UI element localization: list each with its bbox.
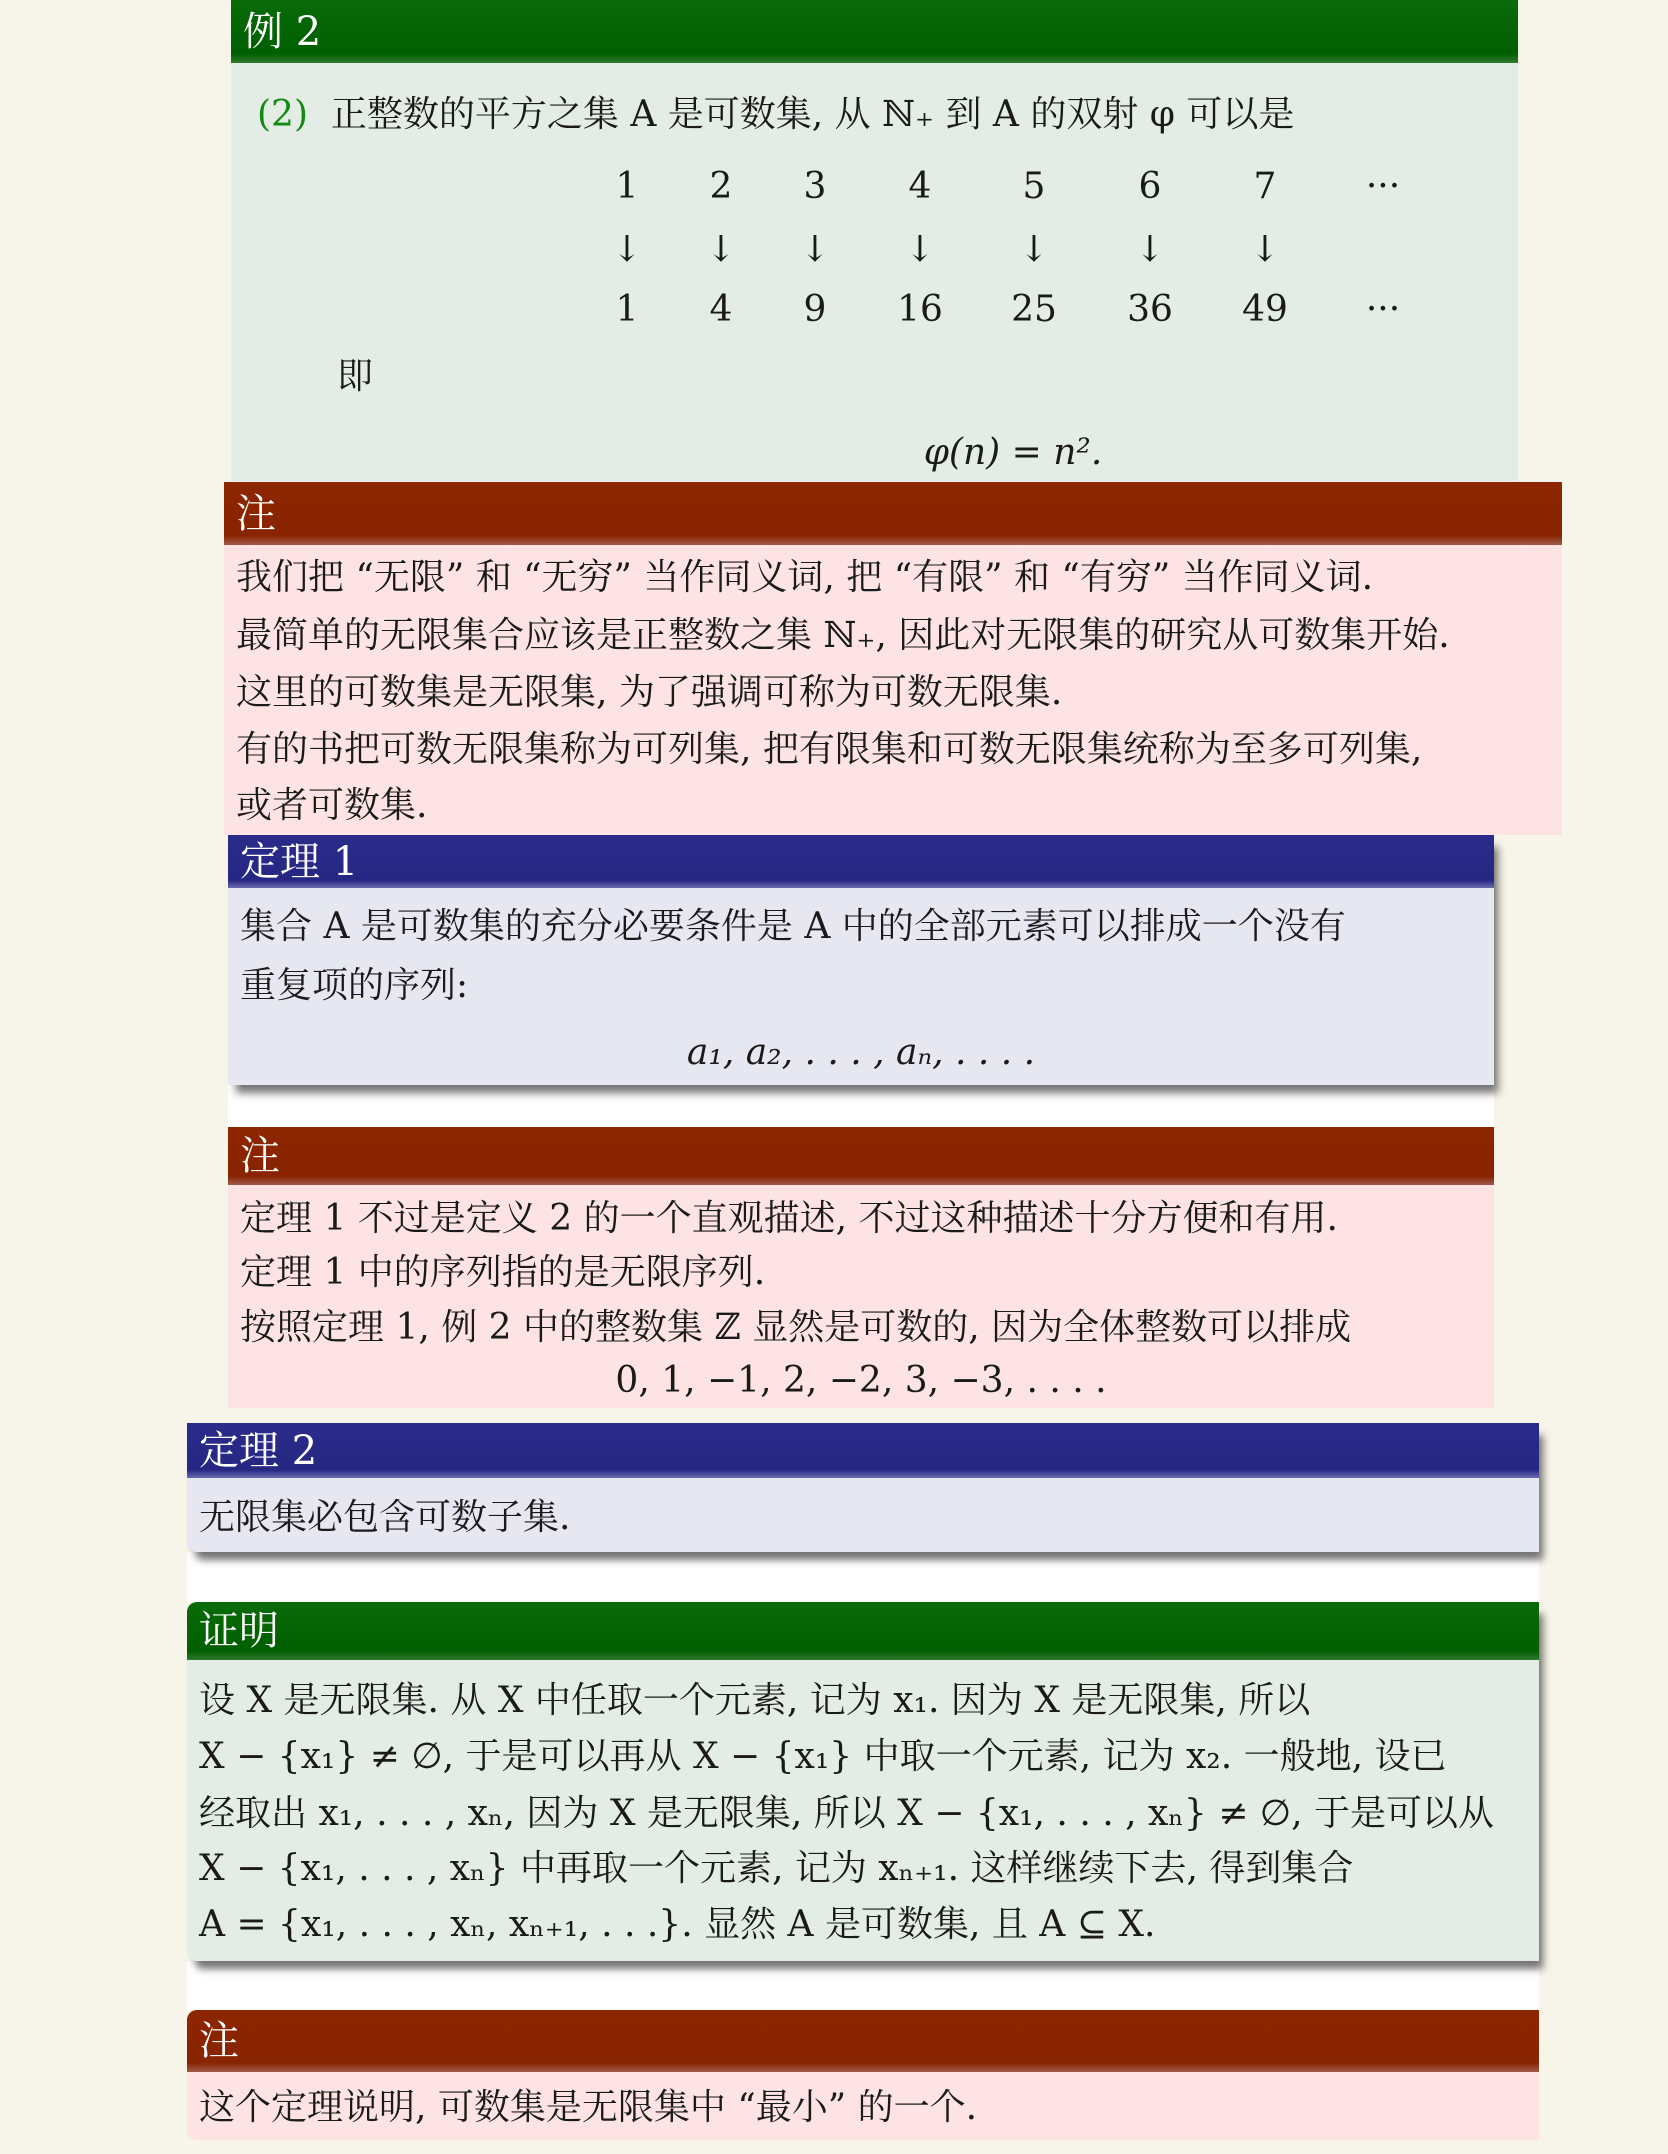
note-body [187,2072,1539,2140]
arrow-down-icon: ↓ [799,229,831,270]
note-header [228,1127,1494,1185]
note-title: 注 [240,1133,280,1179]
formula: φ(n) = n². [923,432,1103,473]
arrow-down-icon: ↓ [611,229,643,270]
proof-body [187,1660,1539,1961]
example-body [231,63,1518,481]
connector-text: 即 [337,356,374,397]
proof-line: X − {x₁} ≠ ∅, 于是可以再从 X − {x₁} 中取一个元素, 记为 x₂. 一般地, 设已 [199,1736,1447,1777]
top-cell: ··· [1365,166,1401,207]
note-header [187,2010,1539,2072]
theorem-title: 定理 2 [199,1427,318,1474]
note-header [224,482,1562,545]
arrow-down-icon: ↓ [705,229,737,270]
example-title: 例 2 [243,8,322,55]
theorem-body [228,888,1494,1085]
arrow-down-icon: ↓ [1018,229,1050,270]
proof-line: A = {x₁, . . . , xₙ, xₙ₊₁, . . .}. 显然 A 是可数集, 且 A ⊆ X. [199,1904,1156,1945]
bottom-cell: 1 [615,289,639,330]
top-cell: 1 [615,166,639,207]
top-cell: 4 [908,166,932,207]
note-line: 最简单的无限集合应该是正整数之集 ℕ₊, 因此对无限集的研究从可数集开始. [236,615,1450,656]
proof-line: 经取出 x₁, . . . , xₙ, 因为 X 是无限集, 所以 X − {x₁, . . . , xₙ} ≠ ∅, 于是可以从 [199,1793,1495,1834]
arrow-down-icon: ↓ [1134,229,1166,270]
note-line: 定理 1 不过是定义 2 的一个直观描述, 不过这种描述十分方便和有用. [240,1198,1338,1239]
bottom-cell: ··· [1365,289,1401,330]
proof-box [187,1602,1539,1961]
theorem-header [187,1423,1539,1478]
note-line: 这个定理说明, 可数集是无限集中 “最小” 的一个. [199,2087,978,2128]
note-line: 我们把 “无限” 和 “无穷” 当作同义词, 把 “有限” 和 “有穷” 当作同义词. [236,557,1374,598]
top-cell: 3 [803,166,827,207]
arrow-down-icon: ↓ [1249,229,1281,270]
note-line: 定理 1 中的序列指的是无限序列. [240,1252,766,1293]
top-cell: 2 [709,166,733,207]
bottom-cell: 25 [1011,289,1057,330]
page-gap-1 [228,1085,1494,1127]
top-cell: 6 [1138,166,1162,207]
bottom-cell: 36 [1127,289,1173,330]
note-line: 或者可数集. [236,785,428,826]
statement-text: 正整数的平方之集 A 是可数集, 从 ℕ₊ 到 A 的双射 φ 可以是 [330,94,1295,135]
theorem-line: 集合 A 是可数集的充分必要条件是 A 中的全部元素可以排成一个没有 [240,906,1346,947]
example-header [231,0,1518,63]
arrow-down-icon: ↓ [904,229,936,270]
bottom-cell: 16 [897,289,943,330]
theorem-box-2 [187,1423,1539,1552]
theorem-body [187,1478,1539,1552]
proof-line: 设 X 是无限集. 从 X 中任取一个元素, 记为 x₁. 因为 X 是无限集, 所以 [199,1680,1311,1721]
bottom-cell: 49 [1242,289,1288,330]
theorem-title: 定理 1 [240,838,359,885]
example-statement [257,94,1295,135]
note-body [228,1185,1494,1408]
page-gap-2 [187,1552,1539,1602]
top-cell: 5 [1022,166,1046,207]
theorem-header [228,835,1494,888]
proof-title: 证明 [199,1608,279,1654]
note-title: 注 [236,490,276,537]
bottom-cell: 9 [803,289,827,330]
proof-line: X − {x₁, . . . , xₙ} 中再取一个元素, 记为 xₙ₊₁. 这样继续下去, 得到集合 [199,1848,1354,1889]
note-box-2 [228,1127,1494,1408]
note-formula: 0, 1, −1, 2, −2, 3, −3, . . . . [615,1360,1107,1401]
note-body [224,545,1562,835]
theorem-formula: a₁, a₂, . . . , aₙ, . . . . [686,1032,1036,1073]
top-cell: 7 [1253,166,1277,207]
page-gap-3 [187,1961,1539,2010]
proof-header [187,1602,1539,1660]
note-title: 注 [199,2018,239,2064]
note-box-3 [187,2010,1539,2140]
bottom-cell: 4 [709,289,733,330]
note-line: 这里的可数集是无限集, 为了强调可称为可数无限集. [236,672,1063,713]
note-line: 有的书把可数无限集称为可列集, 把有限集和可数无限集统称为至多可列集, [236,729,1423,770]
note-box-1 [224,482,1562,835]
example-box [231,0,1518,481]
theorem-line: 无限集必包含可数子集. [199,1497,571,1538]
theorem-line: 重复项的序列: [240,965,469,1006]
note-line: 按照定理 1, 例 2 中的整数集 ℤ 显然是可数的, 因为全体整数可以排成 [240,1307,1352,1348]
item-label: (2) [257,94,308,135]
theorem-box-1 [228,835,1494,1085]
